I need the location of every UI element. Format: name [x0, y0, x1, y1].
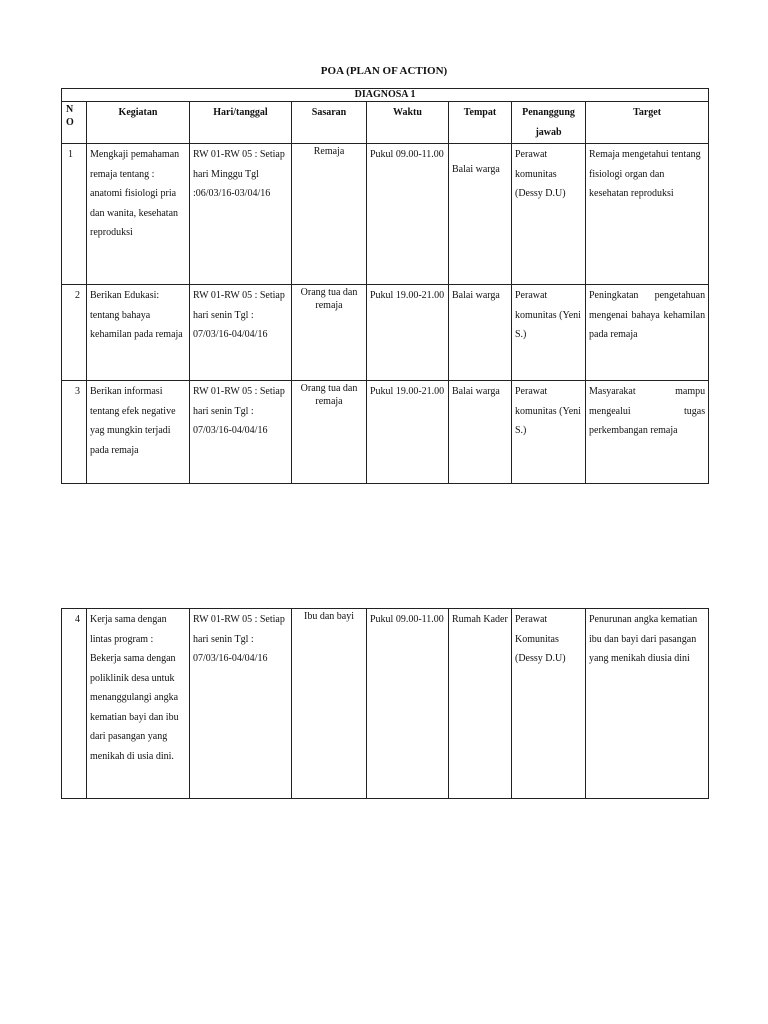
table-row: [62, 144, 709, 285]
row-hari-tanggal: RW 01-RW 05 : Setiap hari senin Tgl : 07/03/16-04/04/16: [190, 381, 292, 484]
header-no: N O: [62, 102, 87, 144]
plan-of-action-table: [61, 88, 709, 484]
row-sasaran: Ibu dan bayi: [292, 609, 367, 799]
table-header-row: [62, 102, 709, 144]
row-kegiatan: Mengkaji pemahaman remaja tentang : anatomi fisiologi pria dan wanita, kesehatan reproduksi: [87, 144, 190, 285]
header-penanggung-jawab: Penanggung jawab: [512, 102, 586, 144]
row-no: 2: [62, 285, 87, 381]
row-waktu: Pukul 09.00-11.00: [367, 144, 449, 285]
row-target: Peningkatan pengetahuan mengenai bahaya kehamilan pada remaja: [586, 285, 709, 381]
row-hari-tanggal: RW 01-RW 05 : Setiap hari senin Tgl : 07/03/16-04/04/16: [190, 609, 292, 799]
row-waktu: Pukul 09.00-11.00: [367, 609, 449, 799]
row-sasaran: Orang tua dan remaja: [292, 381, 367, 484]
row-no: 4: [62, 609, 87, 799]
row-kegiatan: Kerja sama dengan lintas program : Bekerja sama dengan poliklinik desa untuk menanggulangi angka kematian bayi dan ibu dari pasangan yang menikah di usia dini.: [87, 609, 190, 799]
row-penanggung-jawab: Perawat komunitas (Dessy D.U): [512, 144, 586, 285]
row-penanggung-jawab: Perawat komunitas (Yeni S.): [512, 285, 586, 381]
row-target: Penurunan angka kematian ibu dan bayi dari pasangan yang menikah diusia dini: [586, 609, 709, 799]
table-row: [62, 609, 709, 799]
header-tempat: Tempat: [449, 102, 512, 144]
row-no: 3: [62, 381, 87, 484]
row-waktu: Pukul 19.00-21.00: [367, 285, 449, 381]
row-target: Remaja mengetahui tentang fisiologi organ dan kesehatan reproduksi: [586, 144, 709, 285]
row-hari-tanggal: RW 01-RW 05 : Setiap hari senin Tgl : 07/03/16-04/04/16: [190, 285, 292, 381]
row-tempat: Balai warga: [449, 144, 512, 285]
header-hari-tanggal: Hari/tanggal: [190, 102, 292, 144]
row-tempat: Balai warga: [449, 285, 512, 381]
document-title: POA (PLAN OF ACTION): [320, 65, 448, 77]
row-sasaran: Remaja: [292, 144, 367, 285]
row-kegiatan: Berikan informasi tentang efek negative yag mungkin terjadi pada remaja: [87, 381, 190, 484]
row-kegiatan: Berikan Edukasi: tentang bahaya kehamilan pada remaja: [87, 285, 190, 381]
header-kegiatan: Kegiatan: [87, 102, 190, 144]
plan-of-action-table-continued: [61, 608, 709, 799]
row-tempat: Balai warga: [449, 381, 512, 484]
header-target: Target: [586, 102, 709, 144]
diagnosis-heading: DIAGNOSA 1: [62, 89, 709, 102]
row-target: Masyarakat mampu mengealui tugas perkembangan remaja: [586, 381, 709, 484]
row-sasaran: Orang tua dan remaja: [292, 285, 367, 381]
row-no: 1: [62, 144, 87, 285]
row-tempat: Rumah Kader: [449, 609, 512, 799]
header-sasaran: Sasaran: [292, 102, 367, 144]
row-waktu: Pukul 19.00-21.00: [367, 381, 449, 484]
row-hari-tanggal: RW 01-RW 05 : Setiap hari Minggu Tgl :06/03/16-03/04/16: [190, 144, 292, 285]
row-penanggung-jawab: Perawat komunitas (Yeni S.): [512, 381, 586, 484]
table-row: [62, 285, 709, 381]
header-waktu: Waktu: [367, 102, 449, 144]
row-penanggung-jawab: Perawat Komunitas (Dessy D.U): [512, 609, 586, 799]
table-row: [62, 381, 709, 484]
